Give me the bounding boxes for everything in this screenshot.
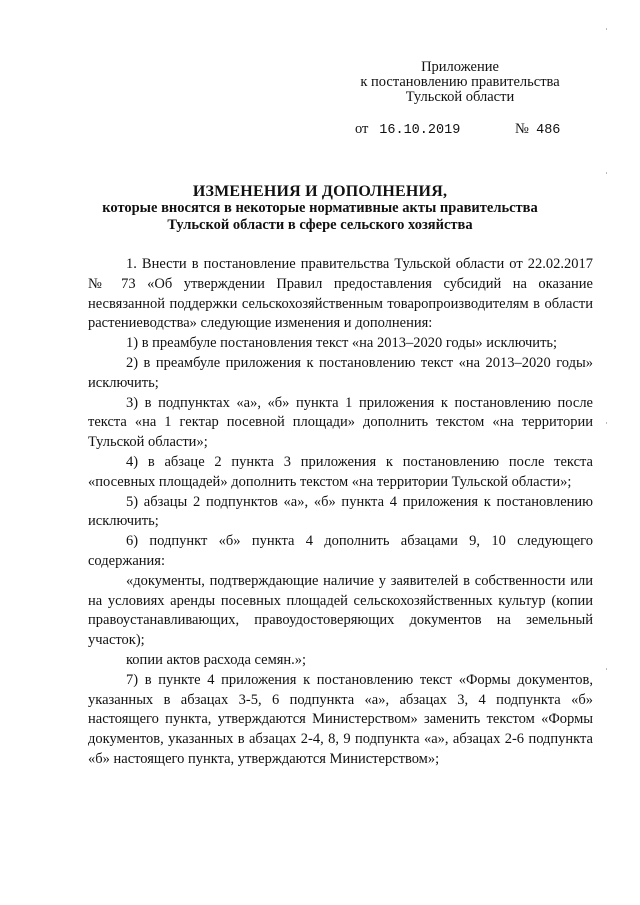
- paragraph-5: 4) в абзаце 2 пункта 3 приложения к постановлению после текста «посевных площадей» дополнить текстом «на территории Тульской области»;: [88, 453, 593, 490]
- paragraph-10: 7) в пункте 4 приложения к постановлению текст «Формы документов, указанных в абзацах 3-5, 6 подпункта «а», абзацах 3, 4 подпункта «б» настоящего пункта, утверждаются Министерством» заменить текстом «Формы документов, указанных в абзацах 2-4, 8, 9 подпункта «а», абзацах 2-6 подпункта «б» настоящего пункта, утверждаются Министерством»;: [88, 671, 593, 767]
- paragraph-4: 3) в подпунктах «а», «б» пункта 1 приложения к постановлению после текста «на 1 гектар посевной площади» дополнить текстом «на территории Тульской области»;: [88, 394, 593, 451]
- appendix-line-2: к постановлению правительства: [360, 74, 560, 90]
- appendix-line-3: Тульской области: [405, 89, 515, 105]
- paragraph-9: копии актов расхода семян.»;: [126, 651, 307, 668]
- number-prefix: №: [515, 121, 529, 137]
- paragraph-3: 2) в преамбуле приложения к постановлению текст «на 2013–2020 годы» исключить;: [88, 354, 593, 391]
- appendix-line-1: Приложение: [421, 59, 499, 75]
- document-number: 486: [536, 123, 561, 138]
- title-line-3: Тульской области в сфере сельского хозяйства: [167, 217, 473, 233]
- title-line-2: которые вносятся в некоторые нормативные акты правительства: [102, 200, 538, 216]
- scan-artifact: [606, 422, 607, 424]
- scan-artifact: [606, 668, 607, 670]
- document-body: [88, 255, 593, 770]
- document-date: 16.10.2019: [379, 123, 461, 138]
- paragraph-6: 5) абзацы 2 подпунктов «а», «б» пункта 4 приложения к постановлению исключить;: [88, 493, 593, 530]
- paragraph-8: «документы, подтверждающие наличие у заявителей в собственности или на условиях аренды посевных площадей сельскохозяйственных культур (копии правоустанавливающих, правоудостоверяющих документов на земельный участок);: [88, 572, 593, 649]
- appendix-block: [340, 60, 580, 105]
- paragraph-1: 1. Внести в постановление правительства Тульской области от 22.02.2017 № 73 «Об утверждении Правил предоставления субсидий на оказание несвязанной поддержки сельскохозяйственным товаропроизводителям в области растениеводства» следующие изменения и дополнения:: [88, 256, 593, 332]
- scan-artifact: [606, 28, 607, 30]
- date-prefix: от: [355, 121, 369, 137]
- title-line-1: ИЗМЕНЕНИЯ И ДОПОЛНЕНИЯ,: [192, 183, 448, 200]
- date-number-line: [355, 121, 595, 138]
- paragraph-2: 1) в преамбуле постановления текст «на 2013–2020 годы» исключить;: [126, 335, 558, 352]
- paragraph-7: 6) подпункт «б» пункта 4 дополнить абзацами 9, 10 следующего содержания:: [88, 533, 593, 569]
- document-title: [60, 183, 580, 234]
- scan-artifact: [606, 172, 607, 174]
